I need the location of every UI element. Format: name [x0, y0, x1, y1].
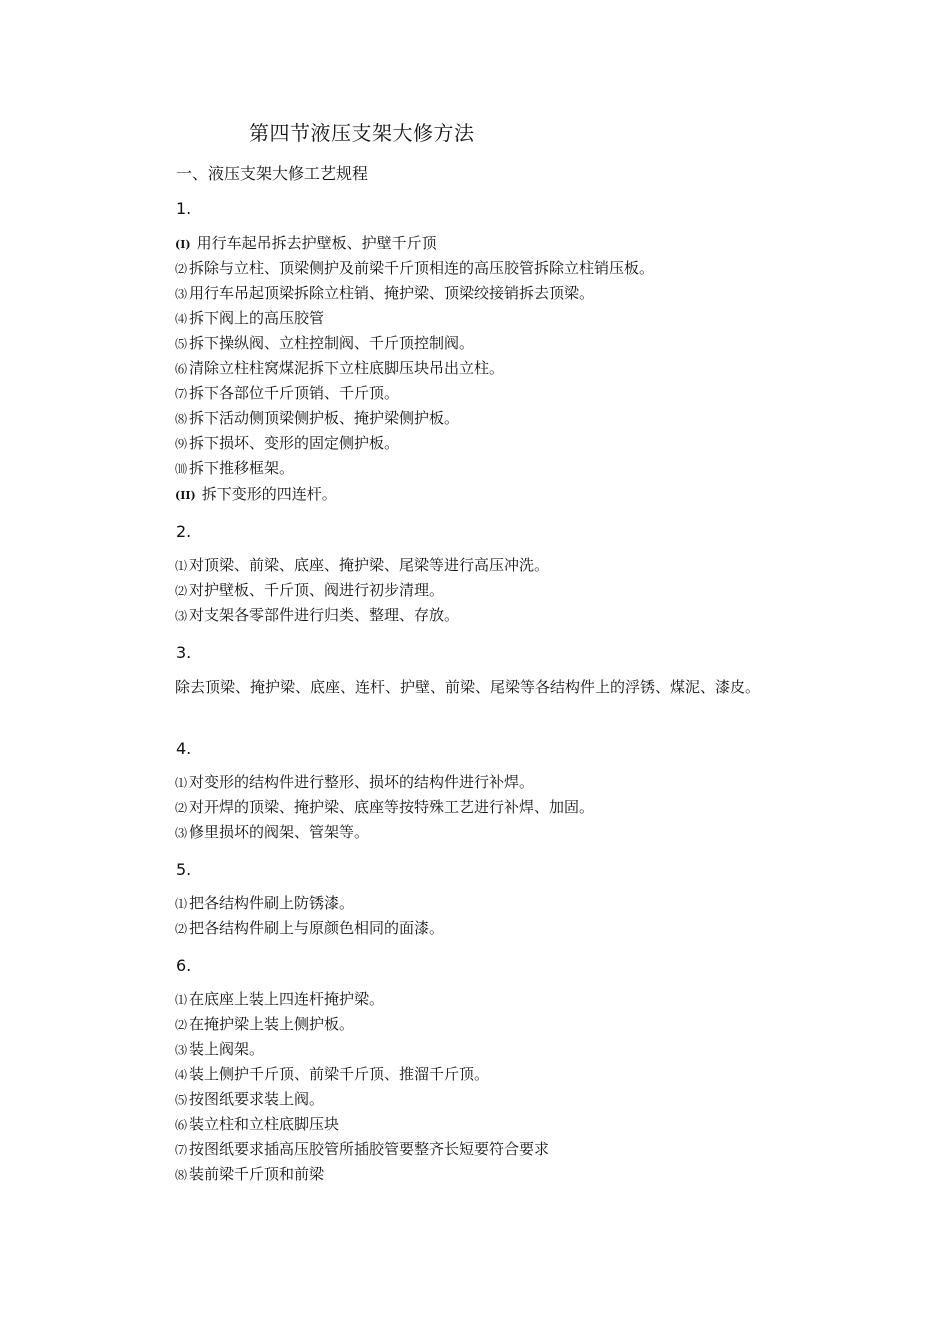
- item-text: 用行车吊起顶梁拆除立柱销、掩护梁、顶梁绞接销拆去顶梁。: [189, 284, 595, 302]
- step-heading: 4.: [176, 739, 192, 758]
- list-item: [175, 605, 459, 626]
- item-text: 装立柱和立柱底脚压块: [189, 1115, 340, 1133]
- item-text: 在掩护梁上装上侧护板。: [189, 1015, 355, 1033]
- list-item: [175, 918, 444, 939]
- item-number: ⑵: [175, 584, 188, 598]
- item-number: ⑴: [175, 993, 188, 1007]
- list-item: [175, 1164, 324, 1185]
- step-heading: 1.: [176, 199, 192, 218]
- item-number: ⑵: [175, 262, 188, 276]
- item-number: (I): [175, 238, 191, 251]
- item-text: 拆下变形的四连杆。: [201, 485, 337, 503]
- item-number: ⑵: [175, 922, 188, 936]
- item-text: 拆下损坏、变形的固定侧护板。: [189, 434, 400, 452]
- list-item: [175, 233, 437, 255]
- item-number: ⑹: [175, 1118, 188, 1132]
- list-item: [175, 1039, 264, 1060]
- step-heading: 5.: [176, 860, 192, 879]
- item-text: 装前梁千斤顶和前梁: [189, 1165, 325, 1183]
- item-number: ⑻: [175, 412, 188, 426]
- item-text: 装上侧护千斤顶、前梁千斤顶、推溜千斤顶。: [189, 1065, 490, 1083]
- item-text: 对变形的结构件进行整形、损坏的结构件进行补焊。: [189, 773, 535, 791]
- item-number: ⑺: [175, 1143, 188, 1157]
- item-text: 拆下推移框架。: [189, 459, 295, 477]
- list-item: [175, 358, 504, 379]
- item-number: ⑶: [175, 826, 188, 840]
- item-number: ⑶: [175, 287, 188, 301]
- paragraph: 除去顶梁、掩护梁、底座、连杆、护壁、前梁、尾梁等各结构件上的浮锈、煤泥、漆皮。: [175, 678, 761, 696]
- list-item: [175, 383, 399, 404]
- item-text: 拆下各部位千斤顶销、千斤顶。: [189, 384, 400, 402]
- step-heading: 6.: [176, 956, 192, 975]
- list-item: [175, 1064, 489, 1085]
- item-text: 按图纸要求装上阀。: [189, 1090, 325, 1108]
- list-item: [175, 822, 369, 843]
- list-item: [175, 1089, 324, 1110]
- item-text: 按图纸要求插高压胶管所插胶管要整齐长短要符合要求: [189, 1140, 550, 1158]
- item-number: ⑹: [175, 362, 188, 376]
- item-text: 对顶梁、前梁、底座、掩护梁、尾梁等进行高压冲洗。: [189, 556, 550, 574]
- item-text: 对支架各零部件进行归类、整理、存放。: [189, 606, 460, 624]
- item-number: ⑵: [175, 1018, 188, 1032]
- item-text: 把各结构件刷上防锈漆。: [189, 894, 355, 912]
- item-text: 拆下操纵阀、立柱控制阀、千斤顶控制阀。: [189, 334, 475, 352]
- list-item: [175, 1014, 354, 1035]
- item-number: ⑺: [175, 387, 188, 401]
- item-number: ⑸: [175, 1093, 188, 1107]
- list-item: [175, 408, 459, 429]
- item-number: ⑶: [175, 609, 188, 623]
- item-number: ⑶: [175, 1043, 188, 1057]
- list-item: [175, 333, 474, 354]
- item-number: (II): [175, 489, 196, 502]
- item-text: 对护壁板、千斤顶、阀进行初步清理。: [189, 581, 445, 599]
- item-number: ⑽: [175, 462, 188, 476]
- item-number: ⑷: [175, 312, 188, 326]
- list-item: [175, 433, 399, 454]
- list-item: [175, 1114, 339, 1135]
- item-number: ⑻: [175, 1168, 188, 1182]
- list-item: [175, 797, 594, 818]
- section-subtitle: 一、液压支架大修工艺规程: [176, 164, 369, 183]
- list-item: [175, 580, 444, 601]
- item-text: 在底座上装上四连杆掩护梁。: [189, 990, 385, 1008]
- item-text: 拆下活动侧顶梁侧护板、掩护梁侧护板。: [189, 409, 460, 427]
- item-number: ⑷: [175, 1068, 188, 1082]
- list-item: [175, 458, 294, 479]
- item-number: ⑼: [175, 437, 188, 451]
- item-text: 用行车起吊拆去护壁板、护壁千斤顶: [196, 234, 437, 252]
- item-text: 修里损坏的阀架、管架等。: [189, 823, 370, 841]
- item-text: 装上阀架。: [189, 1040, 265, 1058]
- list-item: [175, 772, 534, 793]
- step-heading: 3.: [176, 643, 192, 662]
- item-number: ⑵: [175, 801, 188, 815]
- item-text: 清除立柱柱窝煤泥拆下立柱底脚压块吊出立柱。: [189, 359, 505, 377]
- list-item: [175, 484, 337, 506]
- list-item: [175, 283, 594, 304]
- list-item: [175, 893, 354, 914]
- item-text: 拆除与立柱、顶梁侧护及前梁千斤顶相连的高压胶管拆除立柱销压板。: [189, 259, 655, 277]
- item-number: ⑴: [175, 559, 188, 573]
- list-item: [175, 258, 654, 279]
- list-item: [175, 308, 324, 329]
- list-item: [175, 1139, 549, 1160]
- item-number: ⑸: [175, 337, 188, 351]
- list-item: [175, 989, 384, 1010]
- item-number: ⑴: [175, 897, 188, 911]
- list-item: [175, 555, 549, 576]
- step-heading: 2.: [176, 522, 192, 541]
- item-text: 对开焊的顶梁、掩护梁、底座等按特殊工艺进行补焊、加固。: [189, 798, 595, 816]
- item-number: ⑴: [175, 776, 188, 790]
- page-title: 第四节液压支架大修方法: [249, 121, 475, 145]
- item-text: 拆下阀上的高压胶管: [189, 309, 325, 327]
- item-text: 把各结构件刷上与原颜色相同的面漆。: [189, 919, 445, 937]
